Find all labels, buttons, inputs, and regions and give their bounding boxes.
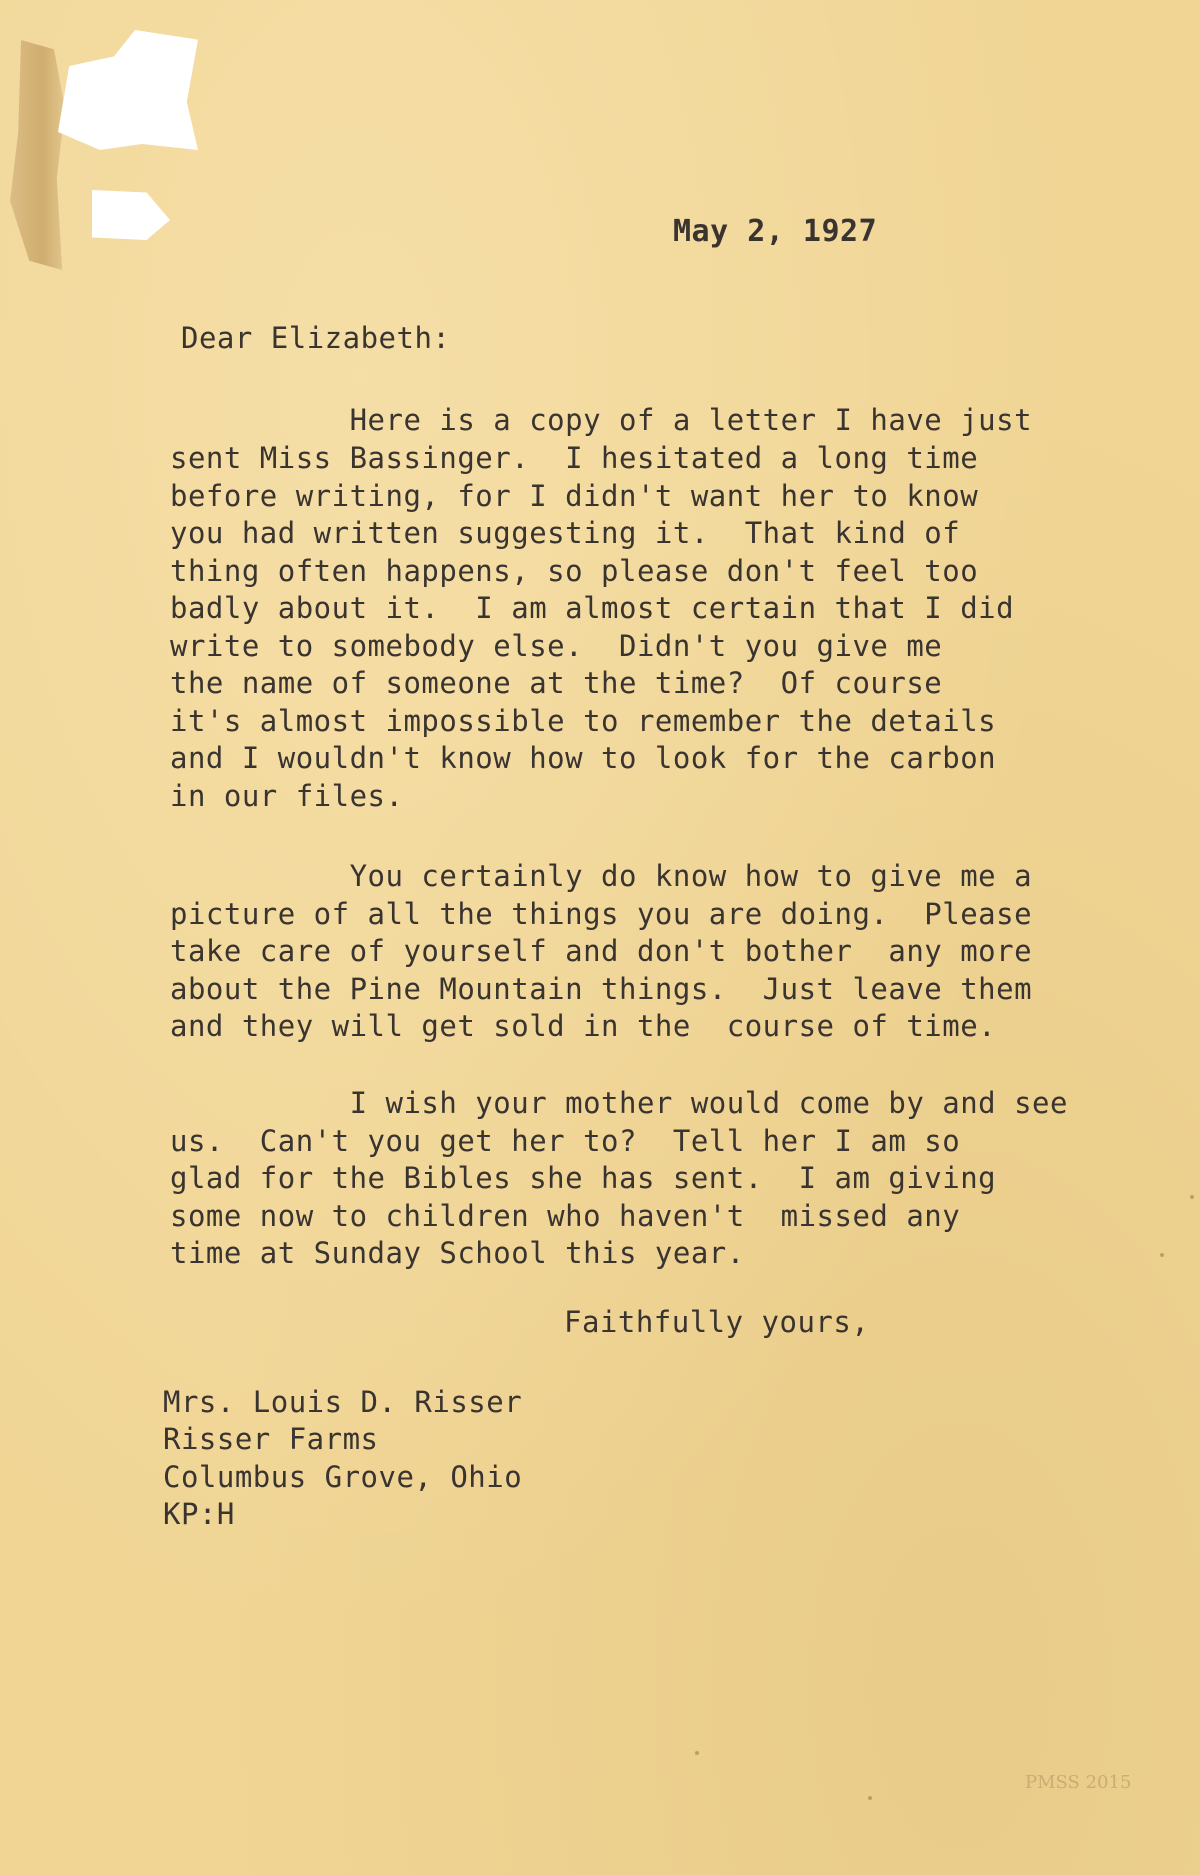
- body-line: You certainly do know how to give me a: [170, 859, 1033, 893]
- reference-initials: KP:H: [163, 1497, 235, 1531]
- body-line: I wish your mother would come by and see: [170, 1086, 1068, 1120]
- paper-speck: [1160, 1253, 1164, 1257]
- body-line: take care of yourself and don't bother any more: [170, 934, 1033, 968]
- body-line: about the Pine Mountain things. Just leave them: [170, 972, 1033, 1006]
- paper-speck: [1190, 1195, 1194, 1199]
- torn-hole: [92, 190, 170, 240]
- body-line: badly about it. I am almost certain that I did: [170, 591, 1015, 625]
- body-line: and they will get sold in the course of time.: [170, 1009, 997, 1043]
- body-line: you had written suggesting it. That kind of: [170, 516, 961, 550]
- body-line: picture of all the things you are doing. Please: [170, 897, 1033, 931]
- recipient-farm: Risser Farms: [163, 1422, 379, 1456]
- tape-remnant: [10, 40, 65, 270]
- body-line: the name of someone at the time? Of course: [170, 666, 943, 700]
- body-line: in our files.: [170, 779, 404, 813]
- body-line: Here is a copy of a letter I have just: [170, 403, 1033, 437]
- recipient-name: Mrs. Louis D. Risser: [163, 1385, 523, 1419]
- salutation: Dear Elizabeth:: [181, 321, 451, 355]
- closing: Faithfully yours,: [564, 1305, 870, 1339]
- body-line: glad for the Bibles she has sent. I am giving: [170, 1161, 997, 1195]
- body-line: us. Can't you get her to? Tell her I am so: [170, 1124, 961, 1158]
- letter-date: May 2, 1927: [673, 214, 878, 249]
- body-line: sent Miss Bassinger. I hesitated a long time: [170, 441, 979, 475]
- body-line: thing often happens, so please don't feel too: [170, 554, 979, 588]
- body-line: and I wouldn't know how to look for the carbon: [170, 741, 997, 775]
- torn-corner: [58, 30, 198, 150]
- recipient-city: Columbus Grove, Ohio: [163, 1460, 523, 1494]
- body-line: some now to children who haven't missed any: [170, 1199, 961, 1233]
- body-line: before writing, for I didn't want her to know: [170, 479, 979, 513]
- body-line: write to somebody else. Didn't you give me: [170, 629, 943, 663]
- body-line: time at Sunday School this year.: [170, 1236, 745, 1270]
- paper-speck: [868, 1796, 872, 1800]
- paper-speck: [695, 1751, 699, 1755]
- archive-stamp: PMSS 2015: [1025, 1772, 1132, 1793]
- body-line: it's almost impossible to remember the details: [170, 704, 997, 738]
